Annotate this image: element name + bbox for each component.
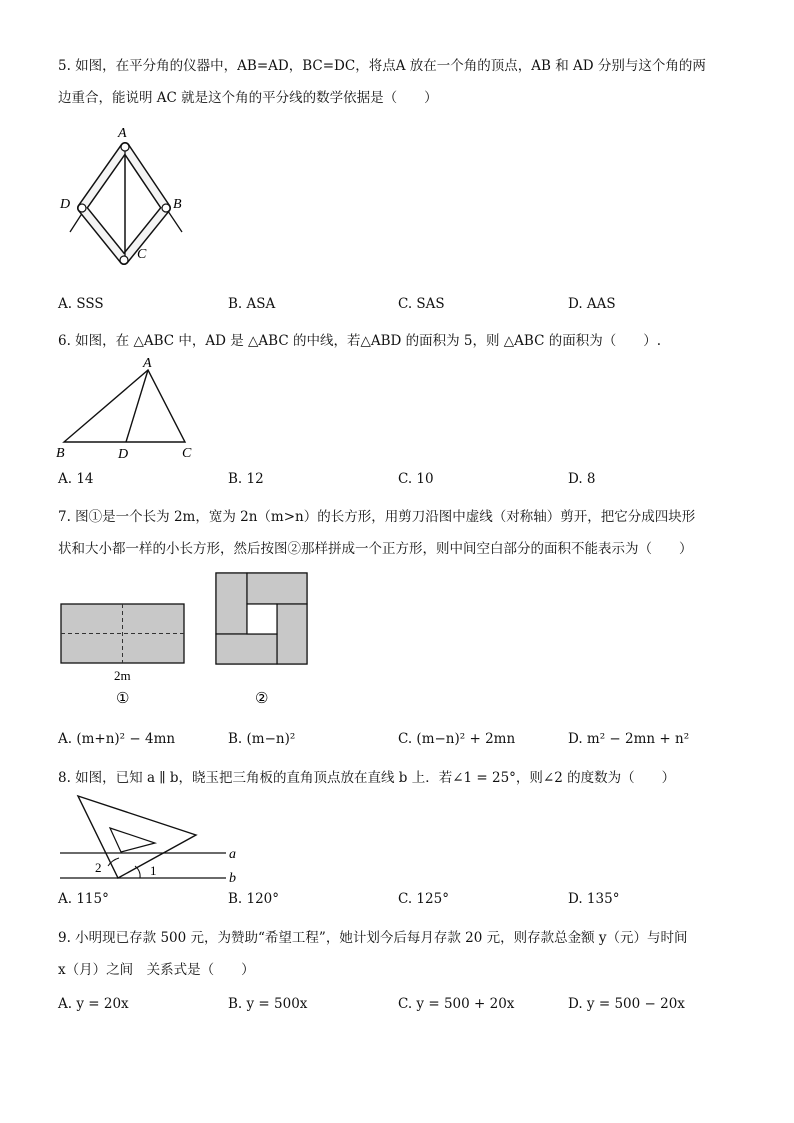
q6-option-b: B. 12 (228, 471, 264, 487)
q8-option-b: B. 120° (228, 891, 280, 907)
q9-stem-line1: 9. 小明现已存款 500 元，为赞助“希望工程”，她计划今后每月存款 20 元，则存款总金额 y（元）与时间 (58, 930, 688, 946)
q5-label-c: C (137, 247, 147, 262)
q8-option-a: A. 115° (58, 891, 109, 907)
q9-option-c: C. y = 500 + 20x (398, 996, 515, 1012)
q7-option-d: D. m² − 2mn + n² (568, 731, 690, 747)
q7-stem-line1: 7. 图①是一个长为 2m，宽为 2n（m>n）的长方形，用剪刀沿图中虚线（对称轴）剪开，把它分成四块形 (58, 509, 696, 525)
q8-label-angle1: 1 (150, 863, 157, 878)
q6-label-a: A (143, 356, 152, 371)
q6-option-d: D. 8 (568, 471, 596, 487)
q8-stem-line1: 8. 如图，已知 a ∥ b，晓玉把三角板的直角顶点放在直线 b 上．若∠1 = 25°，则∠2 的度数为（ ） (58, 770, 676, 786)
q5-label-d: D (60, 197, 71, 212)
q5-option-c: C. SAS (398, 296, 445, 312)
q5-option-a: A. SSS (58, 296, 104, 312)
q7-stem-line2: 状和大小都一样的小长方形，然后按图②那样拼成一个正方形，则中间空白部分的面积不能表示为（ ） (58, 541, 693, 557)
q9-option-b: B. y = 500x (228, 996, 308, 1012)
q7-fig1-dimension: 2m (114, 668, 131, 683)
q5-label-b: B (173, 197, 182, 212)
q9-option-d: D. y = 500 − 20x (568, 996, 685, 1012)
q8-label-a: a (229, 847, 236, 862)
q5-stem-line2: 边重合，能说明 AC 就是这个角的平分线的数学依据是（ ） (58, 90, 438, 106)
q7-option-a: A. (m+n)² − 4mn (58, 731, 176, 747)
q6-label-c: C (182, 446, 192, 461)
q5-label-a: A (118, 126, 127, 141)
q8-option-d: D. 135° (568, 891, 620, 907)
q5-stem-line1: 5. 如图，在平分角的仪器中，AB=AD，BC=DC，将点A 放在一个角的顶点，AB 和 AD 分别与这个角的两 (58, 58, 706, 74)
q8-label-angle2: 2 (95, 860, 102, 875)
q6-option-a: A. 14 (58, 471, 94, 487)
q8-label-b: b (229, 871, 236, 886)
q7-option-c: C. (m−n)² + 2mn (398, 731, 516, 747)
q7-option-b: B. (m−n)² (228, 731, 296, 747)
q6-stem-line1: 6. 如图，在 △ABC 中，AD 是 △ABC 的中线，若△ABD 的面积为 5，则 △ABC 的面积为（ ）. (58, 333, 662, 349)
q6-label-d: D (118, 447, 129, 462)
q8-option-c: C. 125° (398, 891, 449, 907)
q7-fig1-caption: ① (116, 691, 130, 707)
q9-stem-line2: x（月）之间 关系式是（ ） (58, 962, 255, 978)
q9-option-a: A. y = 20x (58, 996, 129, 1012)
q6-option-c: C. 10 (398, 471, 434, 487)
q5-option-d: D. AAS (568, 296, 616, 312)
q7-fig2-caption: ② (255, 691, 269, 707)
q5-option-b: B. ASA (228, 296, 276, 312)
q6-label-b: B (56, 446, 65, 461)
